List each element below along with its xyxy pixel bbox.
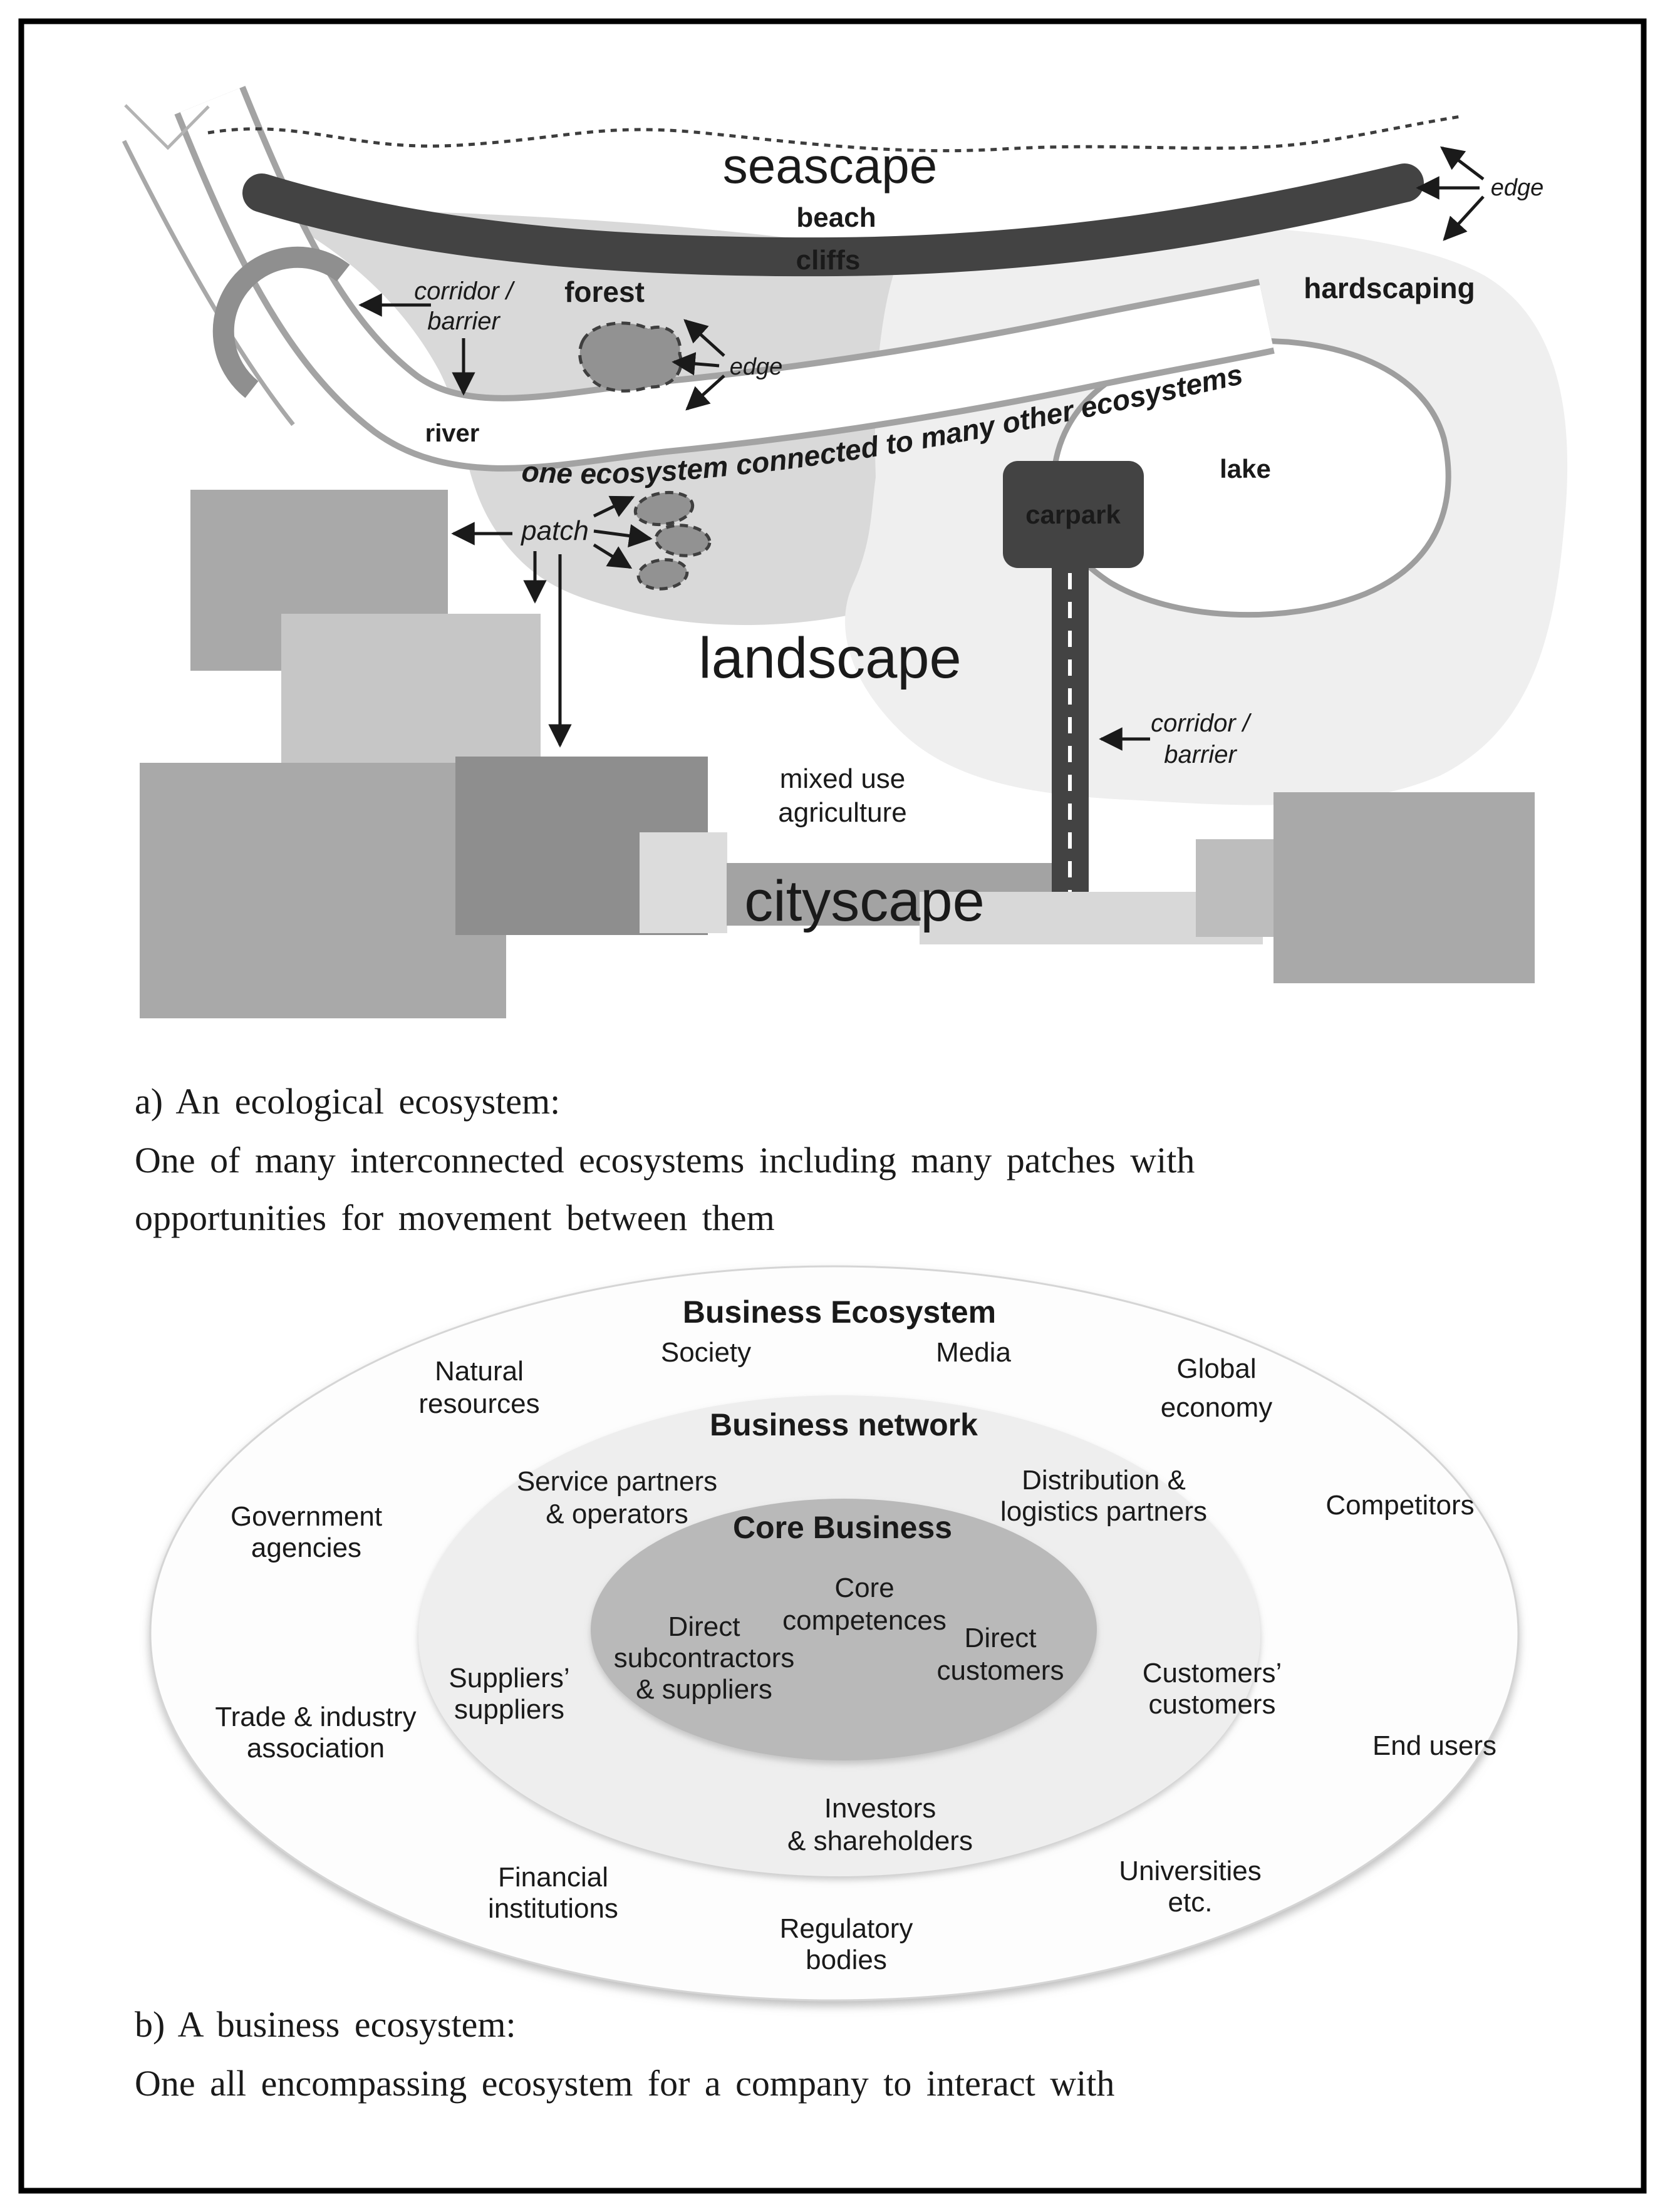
carpark-label: carpark bbox=[1025, 500, 1121, 529]
global-economy-label: Global bbox=[1176, 1353, 1257, 1384]
direct-customers-label: customers bbox=[936, 1655, 1064, 1686]
caption-b-line2: One all encompassing ecosystem for a company to interact with bbox=[135, 2063, 1115, 2104]
natural-resources-label: Natural bbox=[435, 1356, 524, 1387]
forest-patch-blob bbox=[580, 323, 682, 391]
service-partners-label: & operators bbox=[546, 1499, 688, 1529]
society-label: Society bbox=[660, 1337, 752, 1368]
business-ecosystem-title: Business Ecosystem bbox=[682, 1295, 997, 1330]
caption-a-line2: One of many interconnected ecosystems including many patches with bbox=[135, 1140, 1195, 1181]
corridor-barrier-upper-label: barrier bbox=[427, 308, 500, 335]
ecological-diagram bbox=[124, 100, 1567, 1018]
lake-label: lake bbox=[1220, 454, 1271, 483]
forest-label: forest bbox=[564, 276, 645, 308]
building-block-3 bbox=[140, 763, 506, 1018]
corridor-barrier-road-label: barrier bbox=[1164, 741, 1237, 768]
distribution-label: Distribution & bbox=[1022, 1465, 1186, 1496]
landscape-label: landscape bbox=[698, 626, 962, 690]
natural-resources-label: resources bbox=[418, 1388, 540, 1419]
government-agencies-label: agencies bbox=[251, 1532, 362, 1563]
regulatory-bodies-label: bodies bbox=[806, 1945, 887, 1975]
caption-b-line1: b) A business ecosystem: bbox=[135, 2004, 516, 2045]
direct-subcontractors-label: subcontractors bbox=[613, 1643, 795, 1673]
river-sentence-text: one ecosystem connected to many other ecosystems bbox=[521, 357, 1246, 490]
seascape-label: seascape bbox=[722, 138, 938, 194]
direct-subcontractors-label: & suppliers bbox=[636, 1674, 772, 1705]
business-diagram bbox=[150, 1266, 1518, 2000]
trade-industry-label: association bbox=[246, 1733, 385, 1764]
suppliers-suppliers-label: suppliers bbox=[454, 1694, 565, 1725]
government-agencies-label: Government bbox=[230, 1501, 383, 1532]
caption-a-line1: a) An ecological ecosystem: bbox=[135, 1081, 561, 1122]
mixed-use-label: mixed use bbox=[779, 763, 906, 794]
business-network-title: Business network bbox=[710, 1407, 978, 1442]
universities-label: Universities bbox=[1119, 1856, 1262, 1886]
competitors-label: Competitors bbox=[1325, 1490, 1475, 1521]
customers-customers-label: Customers’ bbox=[1142, 1658, 1282, 1688]
regulatory-bodies-label: Regulatory bbox=[779, 1913, 913, 1944]
financial-institutions-label: institutions bbox=[488, 1893, 618, 1924]
trade-industry-label: Trade & industry bbox=[215, 1702, 417, 1732]
global-economy-label: economy bbox=[1160, 1392, 1273, 1423]
core-business-title: Core Business bbox=[732, 1510, 953, 1545]
river-label: river bbox=[425, 420, 480, 447]
suppliers-suppliers-label: Suppliers’ bbox=[449, 1663, 570, 1693]
patch-label: patch bbox=[521, 515, 589, 546]
direct-subcontractors-label: Direct bbox=[668, 1611, 740, 1642]
service-partners-label: Service partners bbox=[516, 1466, 718, 1497]
end-users-label: End users bbox=[1372, 1730, 1497, 1761]
customers-customers-label: customers bbox=[1148, 1689, 1276, 1720]
corridor-barrier-road-label: corridor / bbox=[1151, 710, 1250, 737]
building-block-5 bbox=[640, 832, 727, 933]
edge-forest-label: edge bbox=[729, 354, 783, 380]
edge-top-label: edge bbox=[1490, 175, 1544, 201]
core-competences-label: competences bbox=[782, 1605, 947, 1636]
beach-label: beach bbox=[796, 202, 876, 233]
media-label: Media bbox=[936, 1337, 1011, 1368]
direct-customers-label: Direct bbox=[964, 1623, 1037, 1653]
investors-label: Investors bbox=[824, 1793, 936, 1824]
mixed-use-label: agriculture bbox=[778, 797, 907, 828]
caption-a-line3: opportunities for movement between them bbox=[135, 1197, 775, 1238]
building-block-7 bbox=[1273, 792, 1535, 983]
distribution-label: logistics partners bbox=[1000, 1496, 1208, 1527]
financial-institutions-label: Financial bbox=[497, 1862, 609, 1893]
core-competences-label: Core bbox=[834, 1573, 895, 1603]
investors-label: & shareholders bbox=[787, 1826, 973, 1856]
hardscaping-label: hardscaping bbox=[1304, 272, 1475, 304]
cliffs-label: cliffs bbox=[796, 245, 861, 276]
corridor-barrier-upper-label: corridor / bbox=[414, 277, 513, 305]
cityscape-label: cityscape bbox=[744, 869, 985, 933]
universities-label: etc. bbox=[1168, 1887, 1213, 1918]
